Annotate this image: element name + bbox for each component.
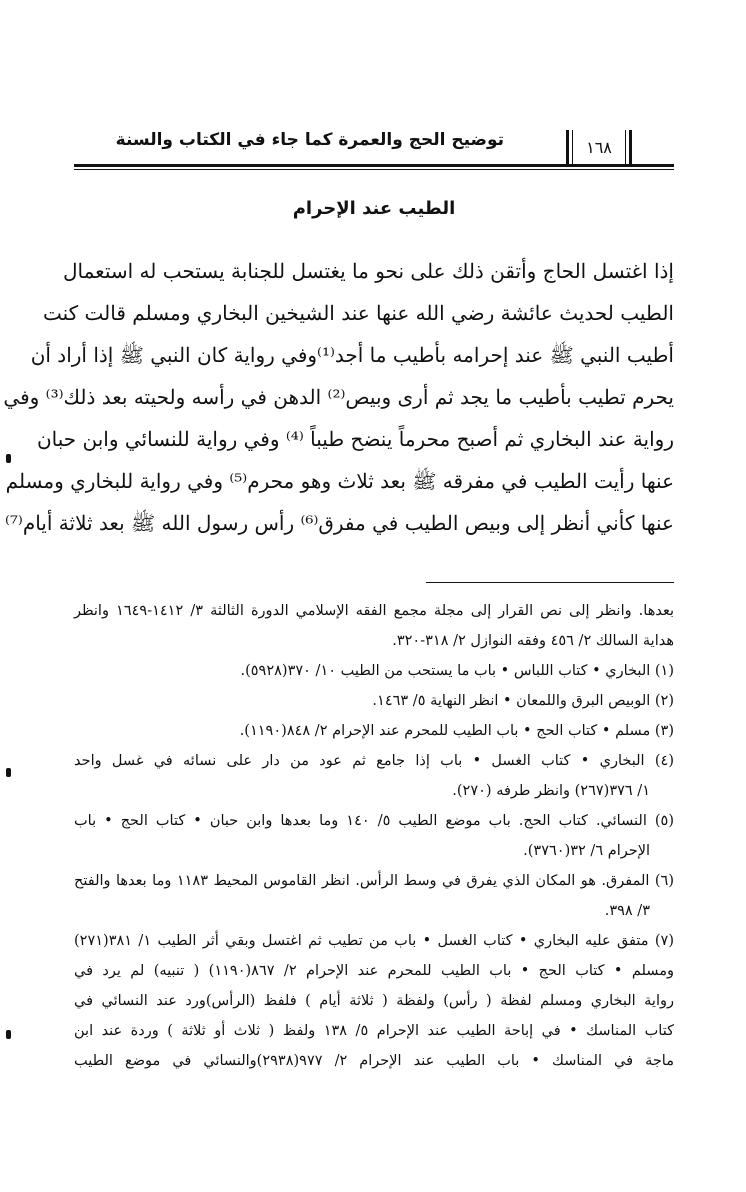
- margin-mark: [6, 1030, 11, 1039]
- body-line: أطيب النبي ﷺ عند إحرامه بأطيب ما أجد⁽¹⁾وفي رواية كان النبي ﷺ إذا أراد أن: [30, 343, 674, 367]
- header-rule-thin: [74, 169, 674, 170]
- footnote-line: (٥) النسائي. كتاب الحج. باب موضع الطيب ٥/ ١٤٠ وما بعدها وابن حبان • كتاب الحج • باب: [74, 813, 675, 829]
- margin-mark: [6, 454, 11, 463]
- footnote-line: (٢) الوبيص البرق واللمعان • انظر النهاية ٥/ ١٤٦٣.: [372, 693, 674, 709]
- footnotes: [74, 596, 674, 1076]
- footnote-line: كتاب المناسك • في إباحة الطيب عند الإحرام ٥/ ١٣٨ ولفظ ( ثلاث أو ثلاثة ) وردة عند ابن: [74, 1023, 674, 1039]
- footnote-line: ماجة في المناسك • باب الطيب عند الإحرام ٢/ ٩٧٧(٢٩٣٨)والنسائي في موضع الطيب: [74, 1053, 674, 1069]
- footnote-line: (٧) متفق عليه البخاري • كتاب الغسل • باب من تطيب ثم اغتسل وبقي أثر الطيب ١/ ٣٨١(٢٧١): [74, 933, 674, 949]
- margin-mark: [6, 768, 11, 777]
- body-line: عنها رأيت الطيب في مفرقه ﷺ بعد ثلاث وهو محرم⁽⁵⁾ وفي رواية للبخاري ومسلم: [5, 469, 674, 493]
- footnote-line: ومسلم • كتاب الحج • باب الطيب للمحرم عند الإحرام ٢/ ٨٦٧(١١٩٠) ( تنبيه) لم يرد في: [74, 963, 674, 979]
- footnote-line: الإحرام ٦/ ٣٢(٣٧٦٠).: [523, 843, 650, 859]
- footnote-rule: [426, 582, 674, 583]
- body-line: إذا اغتسل الحاج وأتقن ذلك على نحو ما يغتسل للجنابة يستحب له استعمال: [62, 259, 674, 283]
- footnote-line: ١/ ٣٧٦(٢٦٧) وانظر طرفه (٢٧٠).: [452, 783, 650, 799]
- body-line: عنها كأني أنظر إلى وبيص الطيب في مفرق⁽⁶⁾ رأس رسول الله ﷺ بعد ثلاثة أيام⁽⁷⁾: [4, 511, 674, 535]
- footnote-line: رواية البخاري ومسلم لفظة ( رأس) ولفظة ( ثلاثة أيام ) فلفظ (الرأس)ورد عند النسائي في: [74, 993, 674, 1009]
- footnote-line: (٣) مسلم • كتاب الحج • باب الطيب للمحرم عند الإحرام ٢/ ٨٤٨(١١٩٠).: [239, 723, 674, 739]
- page-header: [74, 118, 674, 182]
- body-line: رواية عند البخاري ثم أصبح محرماً ينضح طيباً ⁽⁴⁾ وفي رواية للنسائي وابن حبان: [36, 427, 674, 451]
- body-line: الطيب لحديث عائشة رضي الله عنها عند الشيخين البخاري ومسلم قالت كنت: [42, 301, 674, 325]
- running-title: توضيح الحج والعمرة كما جاء في الكتاب والسنة: [115, 130, 504, 150]
- main-text: [3, 250, 674, 544]
- footnote-line: (١) البخاري • كتاب اللباس • باب ما يستحب من الطيب ١٠/ ٣٧٠(٥٩٢٨).: [240, 663, 674, 679]
- page-number: ١٦٨: [586, 137, 612, 157]
- footnote-line: (٦) المفرق. هو المكان الذي يفرق في وسط الرأس. انظر القاموس المحيط ١١٨٣ وما بعدها والفتح: [74, 873, 674, 889]
- body-line: يحرم تطيب بأطيب ما يجد ثم أرى وبيص⁽²⁾ الدهن في رأسه ولحيته بعد ذلك⁽³⁾ وفي: [3, 385, 674, 409]
- header-rule: [74, 164, 674, 167]
- footnote-line: (٤) البخاري • كتاب الغسل • باب إذا جامع ثم عود من دار على نسائه في غسل واحد: [74, 753, 674, 769]
- section-title: الطيب عند الإحرام: [292, 198, 456, 219]
- footnote-line: بعدها. وانظر إلى نص القرار إلى مجلة مجمع الفقه الإسلامي الدورة الثالثة ٣/ ١٤١٢-١٦٤٩ وانظر: [74, 603, 674, 619]
- page-number-box: [566, 130, 632, 164]
- footnote-line: هداية السالك ٢/ ٤٥٦ وفقه النوازل ٢/ ٣١٨-٣٢٠.: [392, 633, 674, 649]
- footnote-line: ٣/ ٣٩٨.: [604, 903, 650, 919]
